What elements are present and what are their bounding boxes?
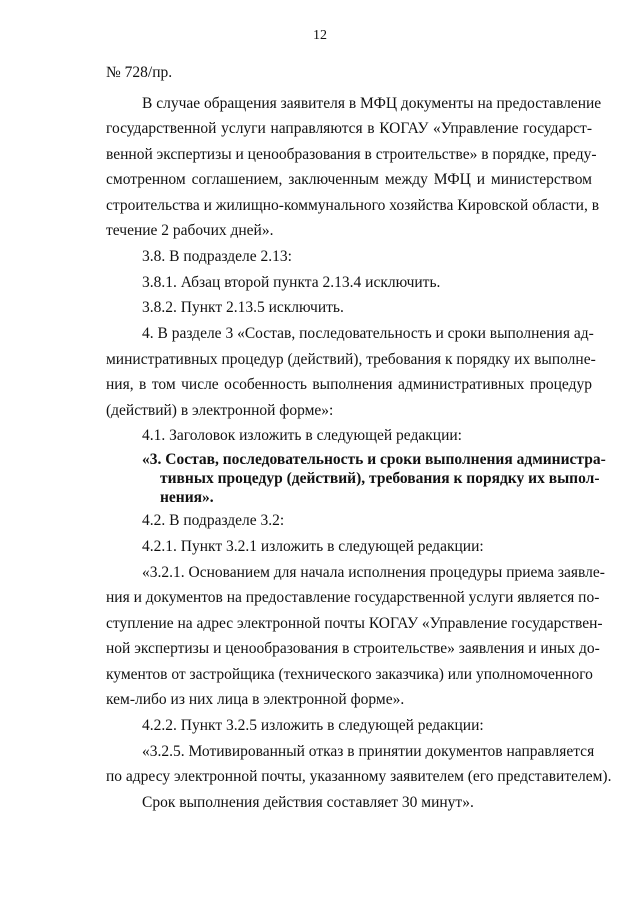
text-line: ступление на адрес электронной почты КОГАУ «Управление государствен- [106,615,603,632]
text-line: 4.1. Заголовок изложить в следующей редакции: [142,427,462,444]
heading-line: тивных процедур (действий), требования к порядку их выпол- [160,470,600,487]
heading-line: «3. Состав, последовательность и сроки выполнения администра- [142,451,606,468]
text-line: (действий) в электронной форме»: [106,402,334,419]
text-line: 3.8. В подразделе 2.13: [142,248,292,265]
text-line: 4.2.2. Пункт 3.2.5 изложить в следующей редакции: [142,717,484,734]
text-line: № 728/пр. [106,64,173,81]
text-line: министративных процедур (действий), требования к порядку их выполне- [106,351,596,368]
text-line: строительства и жилищно-коммунального хозяйства Кировской области, в [106,197,600,214]
heading-line: нения». [160,489,214,506]
text-line: государственной услуги направляются в КОГАУ «Управление государст- [106,120,592,137]
text-line: «3.2.1. Основанием для начала исполнения процедуры приема заявле- [142,564,605,581]
text-line: Срок выполнения действия составляет 30 минут». [142,794,474,811]
text-line: по адресу электронной почты, указанному заявителем (его представителем). [106,768,612,785]
text-line: 4.2.1. Пункт 3.2.1 изложить в следующей редакции: [142,538,484,555]
text-line: 3.8.1. Абзац второй пункта 2.13.4 исключить. [142,274,441,291]
text-line: ния, в том числе особенность выполнения административных процедур [106,376,592,393]
text-line: течение 2 рабочих дней». [106,222,274,239]
text-line: 4. В разделе 3 «Состав, последовательность и сроки выполнения ад- [142,325,594,342]
text-line: В случае обращения заявителя в МФЦ документы на предоставление [142,95,602,112]
text-line: кументов от застройщика (технического заказчика) или уполномоченного [106,666,593,683]
text-line: 3.8.2. Пункт 2.13.5 исключить. [142,299,344,316]
text-line: ной экспертизы и ценообразования в строительстве» заявления и иных до- [106,640,600,657]
page-number: 12 [313,28,327,43]
text-line: «3.2.5. Мотивированный отказ в принятии документов направляется [142,743,595,760]
text-line: смотренном соглашением, заключенным между МФЦ и министерством [106,171,592,188]
text-line: венной экспертизы и ценообразования в строительстве» в порядке, преду- [106,146,597,163]
text-line: ния и документов на предоставление государственной услуги является по- [106,589,600,606]
text-line: 4.2. В подразделе 3.2: [142,512,285,529]
text-line: кем-либо из них лица в электронной форме». [106,691,405,708]
